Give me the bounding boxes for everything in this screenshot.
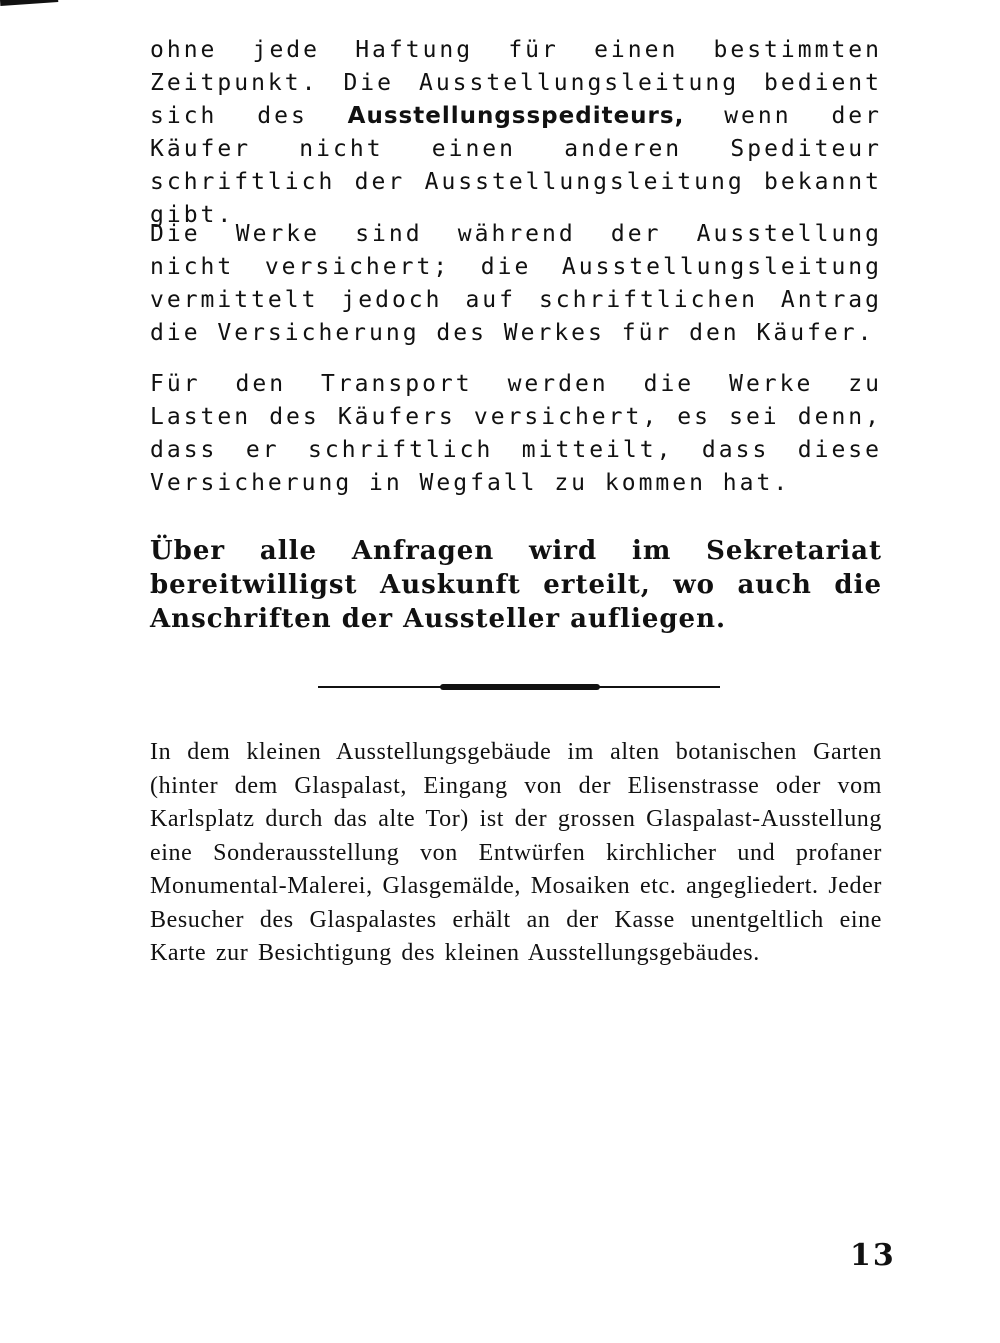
shipping-paragraph <box>150 34 882 232</box>
secretariat-notice: Über alle Anfragen wird im Sekretariat bereitwilligst Auskunft erteilt, wo auch die Anschriften der Aussteller aufliegen. <box>150 536 882 634</box>
shipping-text-start: ohne jede Haftung für einen bestimmten Zeitpunkt. Die Ausstellungsleitung bedient sich des <box>150 37 882 129</box>
section-divider-ornament <box>440 684 600 690</box>
transport-paragraph: Für den Transport werden die Werke zu Lasten des Käufers versichert, es sei denn, dass er schriftlich mitteilt, dass diese Versicherung in Wegfall zu kommen hat. <box>150 371 882 496</box>
scan-corner-mark <box>0 0 58 6</box>
shipping-bold-term: Ausstellungsspediteurs, <box>347 103 685 129</box>
special-exhibition-paragraph: In dem kleinen Ausstellungsgebäude im alten botanischen Garten (hinter dem Glaspalast, Eingang von der Elisenstrasse oder vom Karlsplatz durch das alte Tor) ist der grossen Glaspalast-Ausstellung eine Sonderausstellung von Entwürfen kirchlicher und profaner Monumental-Malerei, Glasgemälde, Mosaiken etc. angegliedert. Jeder Besucher des Glaspalastes erhält an der Kasse unentgeltlich eine Karte zur Besichtigung des kleinen Ausstellungsgebäudes. <box>150 739 882 966</box>
page-number: 13 <box>850 1238 896 1273</box>
insurance-paragraph: Die Werke sind während der Ausstellung nicht versichert; die Ausstellungsleitung vermittelt jedoch auf schriftlichen Antrag die Versicherung des Werkes für den Käufer. <box>150 221 882 346</box>
shipping-text-end: wenn der Käufer nicht einen anderen Spediteur schriftlich der Ausstellungsleitung bekannt gibt. <box>150 103 882 228</box>
